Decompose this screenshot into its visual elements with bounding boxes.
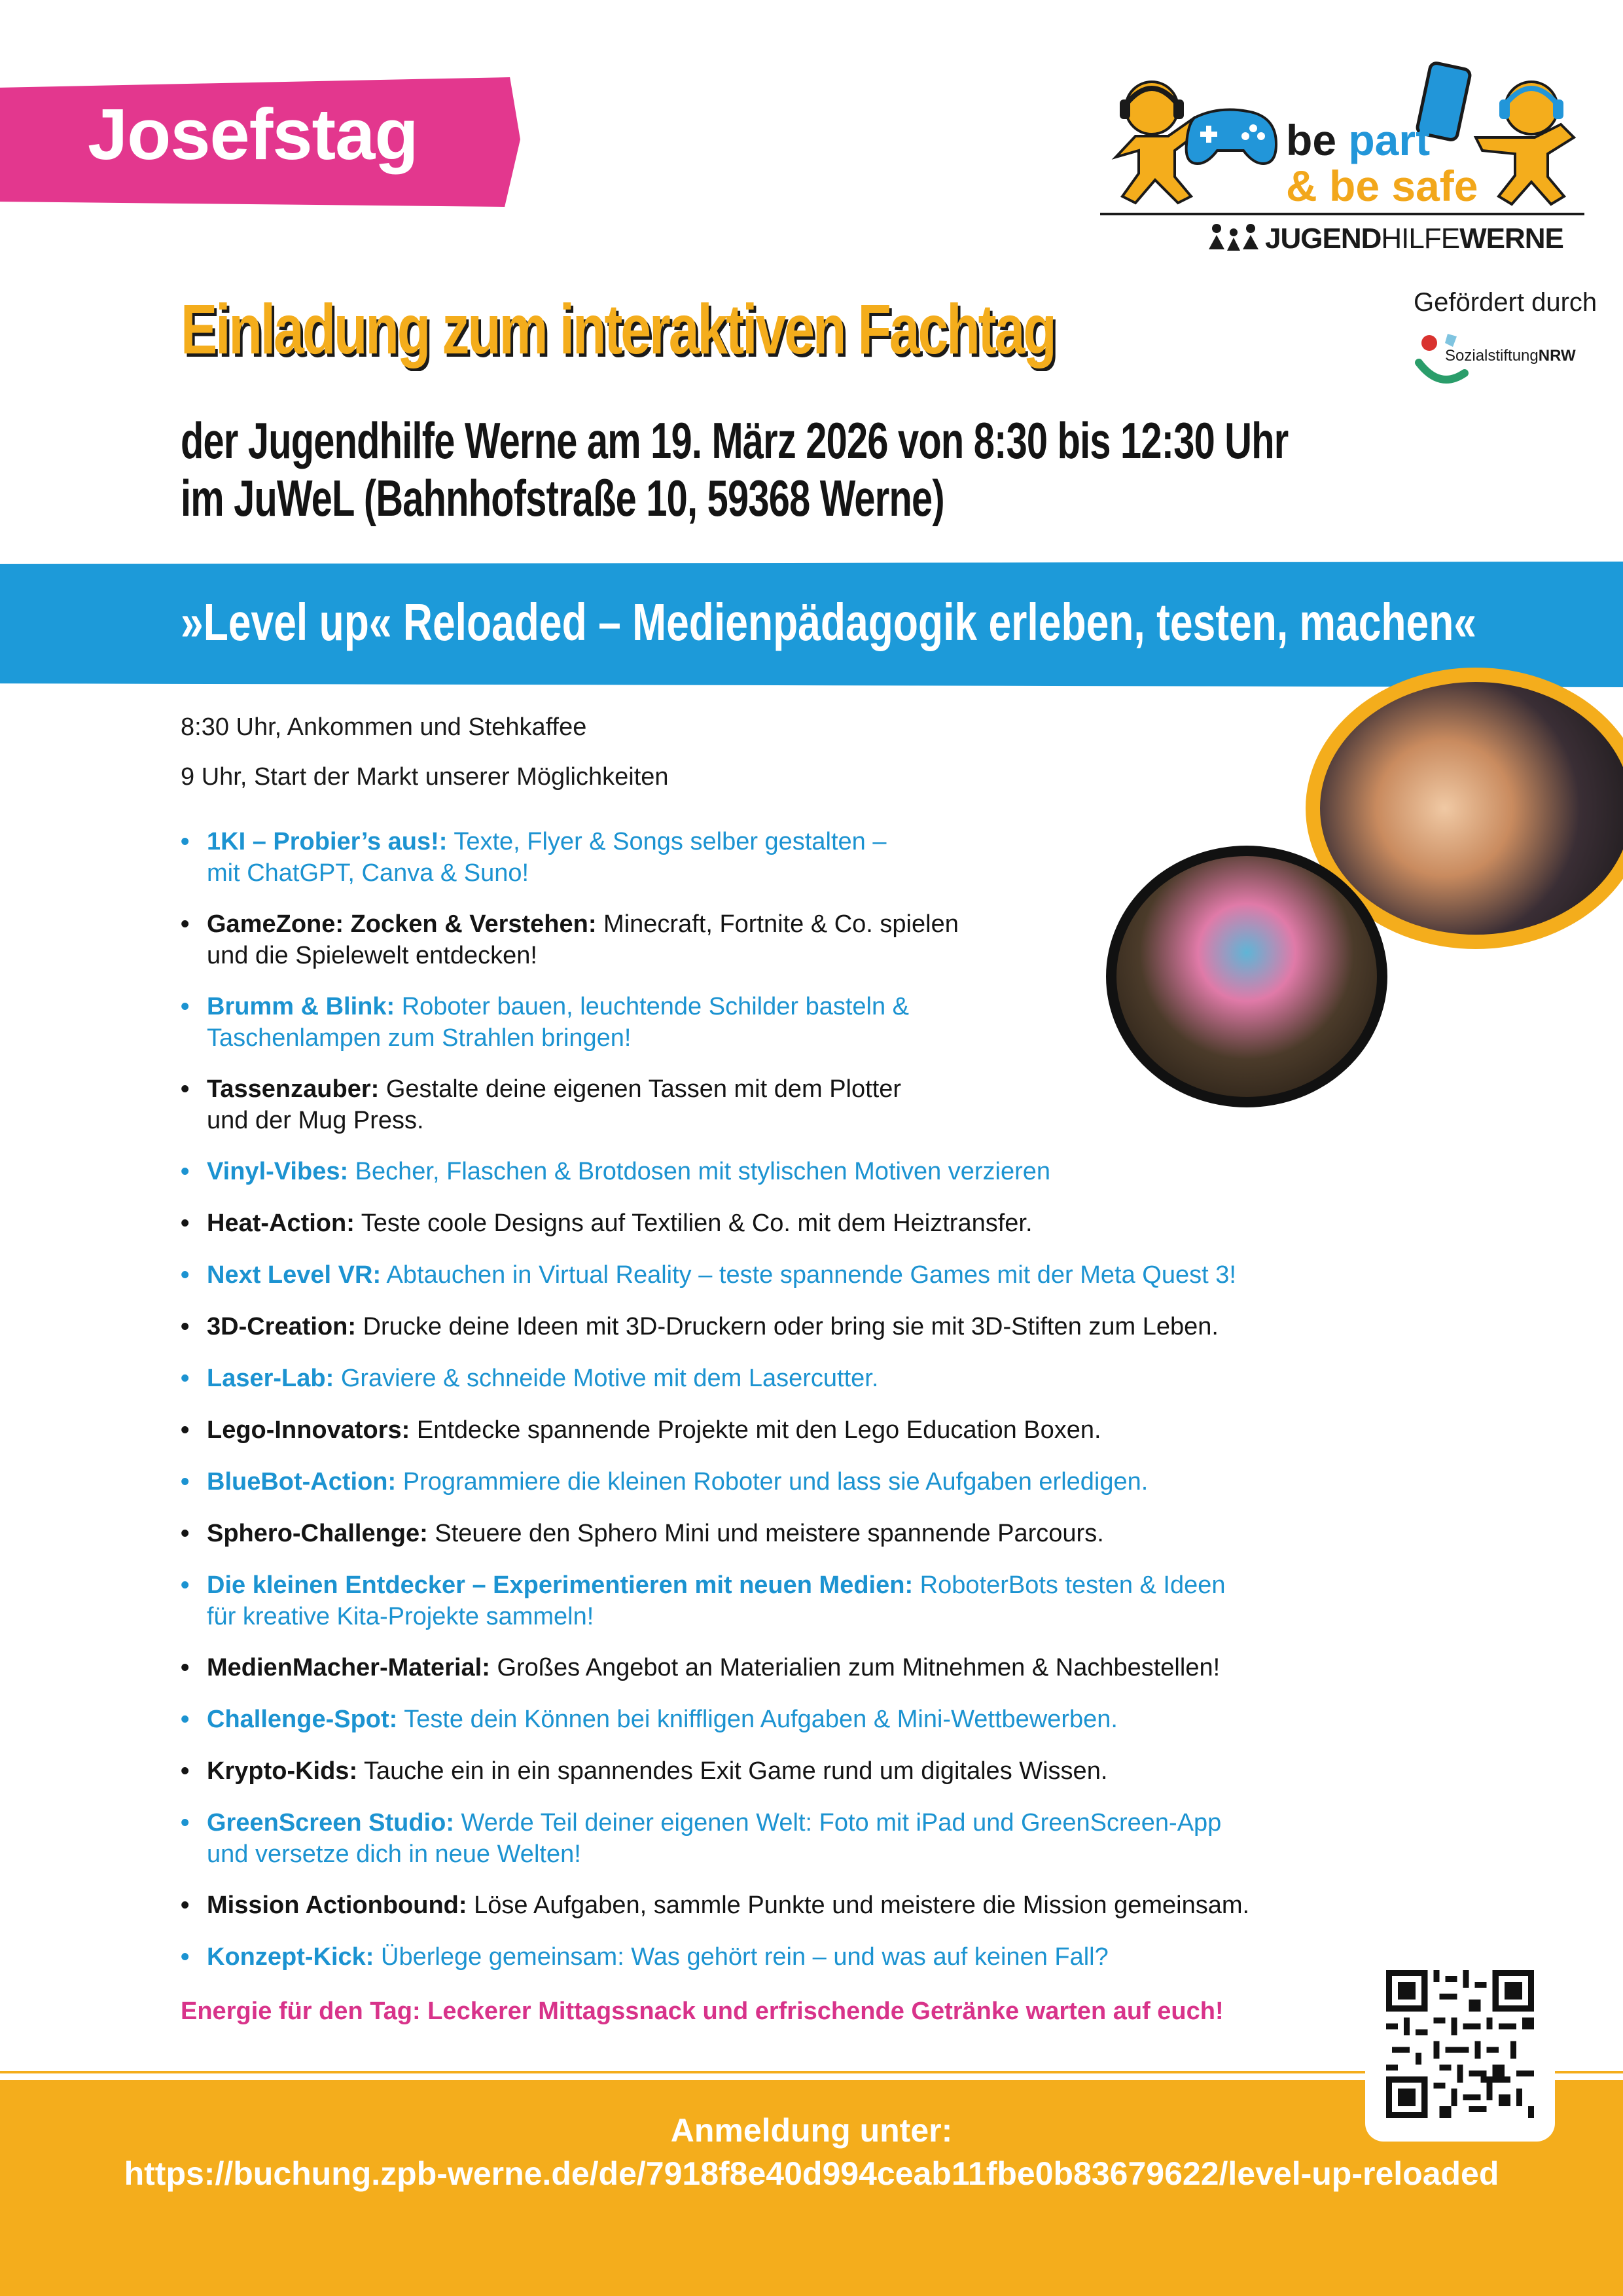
org-werne: WERNE [1459,223,1563,255]
list-item: • Lego-Innovators: Entdecke spannende Projekte mit den Lego Education Boxen. [181,1416,1101,1444]
qr-code-icon[interactable] [1386,1970,1534,2118]
list-item: • Vinyl-Vibes: Becher, Flaschen & Brotdosen mit stylischen Motiven verzieren [181,1158,1051,1185]
page-title: Einladung zum interaktiven Fachtag [181,289,1055,368]
schedule-arrival: 8:30 Uhr, Ankommen und Stehkaffee [181,713,587,741]
list-item: • MedienMacher-Material: Großes Angebot an Materialien zum Mitnehmen & Nachbestellen! [181,1654,1221,1681]
list-item: • Next Level VR: Abtauchen in Virtual Reality – teste spannende Games mit der Meta Quest 3! [181,1261,1236,1289]
list-item: • Die kleinen Entdecker – Experimentieren mit neuen Medien: RoboterBots testen & Ideen für kreative Kita-Projekte sammeln! [181,1571,1226,1630]
logo-divider [1100,213,1584,215]
list-item: • 3D-Creation: Drucke deine Ideen mit 3D-Druckern oder bring sie mit 3D-Stiften zum Leben. [181,1313,1219,1340]
list-item: • BlueBot-Action: Programmiere die kleinen Roboter und lass sie Aufgaben erledigen. [181,1468,1149,1496]
jugendhilfe-people-icon [1207,223,1260,252]
list-item: • Mission Actionbound: Löse Aufgaben, sammle Punkte und meistere die Mission gemeinsam. [181,1892,1250,1919]
list-item: • Tassenzauber: Gestalte deine eigenen Tassen mit dem Plotter und der Mug Press. [181,1075,902,1134]
funder-label: Gefördert durch [1414,288,1597,317]
list-item: • Brumm & Blink: Roboter bauen, leuchtende Schilder basteln & Taschenlampen zum Strahlen bringen! [181,993,910,1052]
list-item: • Heat-Action: Teste coole Designs auf Textilien & Co. mit dem Heiztransfer. [181,1210,1033,1237]
subtitle-line-1: der Jugendhilfe Werne am 19. März 2026 von 8:30 bis 12:30 Uhr [181,412,1289,469]
list-item: • Laser-Lab: Graviere & schneide Motive mit dem Lasercutter. [181,1365,879,1392]
list-item: • GreenScreen Studio: Werde Teil deiner eigenen Welt: Foto mit iPad und GreenScreen-App und versetze dich in neue Welten! [181,1809,1222,1868]
subtitle-line-2: im JuWeL (Bahnhofstraße 10, 59368 Werne) [181,469,944,527]
list-item: • GameZone: Zocken & Verstehen: Minecraft, Fortnite & Co. spielen und die Spielewelt entdecken! [181,910,959,969]
list-item: • Krypto-Kids: Tauche ein in ein spannendes Exit Game rund um digitales Wissen. [181,1757,1108,1785]
banner-text: »Level up« Reloaded – Medienpädagogik erleben, testen, machen« [181,593,1477,651]
registration-link[interactable]: https://buchung.zpb-werne.de/de/7918f8e40d994ceab11fbe0b83679622/level-up-reloaded [124,2155,1499,2192]
logo-be-safe: & be safe [1286,162,1478,210]
be-part-be-safe-logo [1096,59,1587,262]
registration-label: Anmeldung unter: [670,2112,953,2149]
list-item: • Challenge-Spot: Teste dein Können bei kniffligen Aufgaben & Mini-Wettbewerben. [181,1706,1118,1733]
org-jugend: JUGEND [1265,223,1382,255]
logo-part: part [1348,116,1431,164]
badge-label: Josefstag [88,94,418,175]
list-item: • Konzept-Kick: Überlege gemeinsam: Was gehört rein – und was auf keinen Fall? [181,1943,1109,1971]
list-item: • Sphero-Challenge: Steuere den Sphero Mini und meistere spannende Parcours. [181,1520,1104,1547]
schedule-start: 9 Uhr, Start der Markt unserer Möglichkeiten [181,763,669,791]
org-hilfe: HILFE [1381,223,1460,255]
logo-be: be [1286,116,1349,164]
catering-note: Energie für den Tag: Leckerer Mittagssnack und erfrischende Getränke warten auf euch! [181,1998,1224,2025]
list-item: • 1KI – Probier’s aus!: Texte, Flyer & Songs selber gestalten – mit ChatGPT, Canva & Suno! [181,828,887,887]
funder-name-a: Sozialstiftung [1445,347,1539,365]
funder-name-b: NRW [1538,347,1576,365]
